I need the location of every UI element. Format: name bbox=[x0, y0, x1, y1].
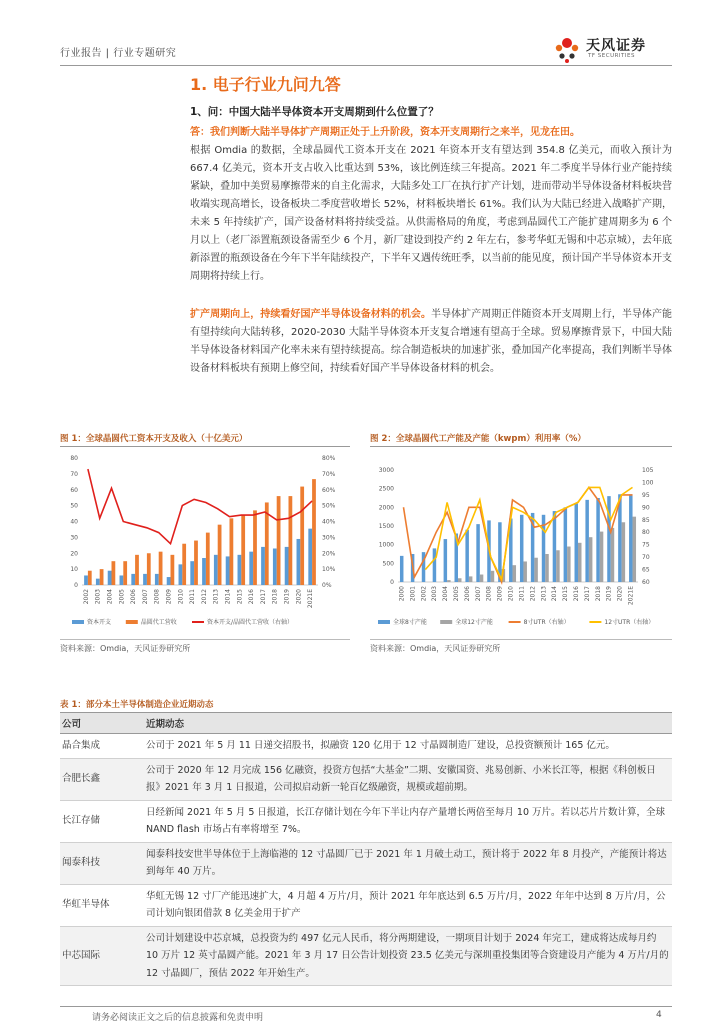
bar-2 bbox=[480, 575, 483, 582]
x-tick-label: 2018 bbox=[594, 586, 602, 602]
bar-2 bbox=[633, 517, 636, 582]
y-tick-left: 2500 bbox=[378, 485, 394, 493]
figure1-svg bbox=[60, 450, 350, 635]
x-tick-label: 2012 bbox=[529, 586, 537, 602]
bar-2 bbox=[100, 569, 104, 585]
answer-lead: 答：我们判断大陆半导体扩产周期正处于上升阶段，资本开支周期行之来半，见龙在田。 bbox=[190, 127, 580, 138]
y-tick-left: 30 bbox=[70, 534, 78, 542]
bar-1 bbox=[214, 555, 218, 585]
bar-1 bbox=[465, 530, 468, 582]
bar-2 bbox=[289, 496, 293, 585]
bar-2 bbox=[534, 558, 537, 582]
y-tick-right: 75 bbox=[642, 541, 650, 549]
legend-swatch bbox=[72, 620, 84, 624]
x-tick-label: 2017 bbox=[259, 589, 267, 605]
table-row bbox=[60, 926, 672, 986]
x-tick-label: 2021E bbox=[307, 589, 315, 609]
bar-2 bbox=[469, 576, 472, 582]
company-news: 公司于 2020 年 12 月完成 156 亿融资，投资方包括“大基金”二期、安徽国资、兆易创新、小米长江等，根据《科创板日报》2021 年 3 月 1 日报道，公司拟启动新一轮百亿级融资，规模或超前期。 bbox=[144, 758, 672, 800]
x-tick-label: 2020 bbox=[295, 589, 303, 605]
bar-1 bbox=[143, 574, 147, 585]
company-name: 中芯国际 bbox=[60, 926, 144, 986]
bar-2 bbox=[578, 543, 581, 582]
x-tick-label: 2009 bbox=[165, 589, 173, 605]
table-row bbox=[60, 800, 672, 842]
y-tick-right: 95 bbox=[642, 491, 650, 499]
bar-2 bbox=[206, 533, 210, 585]
logo-text: 天风证券 bbox=[586, 38, 646, 54]
company-news-table bbox=[60, 712, 672, 986]
legend-label: 12寸UTR（右轴） bbox=[604, 619, 655, 626]
bar-2 bbox=[123, 561, 127, 585]
bar-2 bbox=[545, 554, 548, 582]
table-row bbox=[60, 758, 672, 800]
figure2-title: 图 2：全球晶圆代工产能及产能（kwpm）利用率（%） bbox=[370, 434, 586, 444]
company-name: 晶合集成 bbox=[60, 734, 144, 759]
expansion-lead: 扩产周期向上，持续看好国产半导体设备材料的机会。 bbox=[190, 309, 432, 320]
bar-1 bbox=[400, 556, 403, 582]
company-name: 华虹半导体 bbox=[60, 884, 144, 926]
x-tick-label: 2019 bbox=[283, 589, 291, 605]
tf-logo-icon bbox=[552, 34, 582, 64]
x-tick-label: 2002 bbox=[420, 586, 428, 602]
y-tick-left: 500 bbox=[382, 560, 394, 568]
company-news: 华虹无锡 12 寸厂产能迅速扩大，4 月超 4 万片/月，预计 2021 年年底达到 6.5 万片/月，2022 年年中达到 8 万片/月，公司计划向银团借款 8 亿美金用于扩产 bbox=[144, 884, 672, 926]
figure2-bottom-rule bbox=[370, 639, 672, 640]
company-name: 闻泰科技 bbox=[60, 842, 144, 884]
legend-label: 全球12寸产能 bbox=[455, 619, 493, 626]
bar-1 bbox=[84, 575, 88, 585]
legend-label: 晶圆代工营收 bbox=[140, 619, 177, 626]
bar-2 bbox=[230, 518, 234, 585]
bar-2 bbox=[135, 555, 139, 585]
x-tick-label: 2010 bbox=[507, 586, 515, 602]
y-tick-right: 70% bbox=[322, 470, 336, 478]
x-tick-label: 2015 bbox=[562, 586, 570, 602]
expansion-paragraph bbox=[190, 306, 672, 378]
bar-1 bbox=[585, 500, 588, 582]
bar-1 bbox=[120, 575, 124, 585]
section-title: 1. 电子行业九问九答 bbox=[190, 75, 341, 94]
header-company: 公司 bbox=[60, 713, 144, 734]
footer-disclaimer: 请务必阅读正文之后的信息披露和免责申明 bbox=[92, 1013, 264, 1023]
x-tick-label: 2003 bbox=[94, 589, 102, 605]
x-tick-label: 2016 bbox=[573, 586, 580, 602]
y-tick-left: 2000 bbox=[378, 504, 394, 512]
legend-label: 8寸UTR（右轴） bbox=[523, 619, 570, 626]
y-tick-left: 50 bbox=[70, 502, 78, 510]
x-tick-label: 2007 bbox=[141, 589, 149, 605]
x-tick-label: 2016 bbox=[248, 589, 256, 605]
bar-1 bbox=[629, 494, 632, 582]
company-news: 日经新闻 2021 年 5 月 5 日报道，长江存储计划在今年下半让内存产量增长两倍至每月 10 万片。若以芯片片数计算，全球 NAND flash 市场占有率将增至 7%。 bbox=[144, 800, 672, 842]
bar-1 bbox=[179, 564, 183, 585]
figure1-bottom-rule bbox=[60, 639, 350, 640]
bar-2 bbox=[611, 528, 614, 582]
answer-paragraph bbox=[190, 124, 672, 286]
bar-1 bbox=[155, 574, 159, 585]
bar-2 bbox=[88, 571, 92, 585]
x-tick-label: 2005 bbox=[118, 589, 126, 605]
bar-1 bbox=[297, 539, 301, 585]
y-tick-right: 80 bbox=[642, 529, 650, 537]
legend-swatch bbox=[126, 620, 138, 624]
bar-2 bbox=[218, 525, 222, 585]
table-title: 表 1：部分本土半导体制造企业近期动态 bbox=[60, 700, 214, 710]
figure2-source: 资料来源：Omdia，天风证券研究所 bbox=[370, 644, 501, 653]
x-tick-label: 2011 bbox=[518, 586, 526, 602]
bar-1 bbox=[596, 498, 599, 582]
x-tick-label: 2021E bbox=[627, 586, 635, 606]
company-name: 合肥长鑫 bbox=[60, 758, 144, 800]
figure1-chart bbox=[60, 450, 350, 635]
x-tick-label: 2009 bbox=[496, 586, 504, 602]
y-tick-right: 0% bbox=[322, 582, 332, 589]
figure1-source: 资料来源：Omdia，天风证券研究所 bbox=[60, 644, 191, 653]
answer-body: 根据 Omdia 的数据，全球晶圆代工资本开支在 2021 年资本开支有望达到 354.8 亿美元，而收入预计为 667.4 亿美元，资本开支占收入比重达到 53%，该比例连续三年提高。2021 年二季度半导体行业产能持续紧缺，叠加中美贸易摩擦带来的自主化需求，大陆多处工厂在执行扩产计划，进而带动半导体设备材料板块营收端实现高增长，设备板块二季度营收增长 52%，材料板块增长 61%。我们认为大陆已经进入战略扩产期，未来 5 年持续扩产，国产设备材料将持续受益。从供需格局的角度，考虑到晶圆代工产能扩建周期多为 6 个月以上（老厂添置瓶颈设备需至少 6 个月，新厂建设到投产约 2 年左右，参考华虹无锡和中芯京城），去年底新添置的瓶颈设备在今年下半年陆续投产，下半年又遇传统旺季，以当前的能见度，预计国产半导体资本开支周期将持续上行。 bbox=[190, 145, 672, 282]
bar-2 bbox=[159, 552, 163, 585]
y-tick-right: 65 bbox=[642, 566, 650, 574]
x-tick-label: 2014 bbox=[551, 586, 559, 602]
y-tick-right: 10% bbox=[322, 566, 336, 574]
bar-2 bbox=[171, 555, 175, 585]
bar-1 bbox=[553, 511, 556, 582]
bar-1 bbox=[190, 561, 194, 585]
page-header bbox=[60, 34, 672, 74]
x-tick-label: 2008 bbox=[153, 589, 161, 605]
report-type-label: 行业报告 | 行业专题研究 bbox=[60, 48, 177, 59]
y-tick-right: 50% bbox=[322, 502, 336, 510]
bar-1 bbox=[575, 504, 578, 582]
legend-swatch bbox=[440, 620, 452, 624]
bar-1 bbox=[261, 547, 265, 585]
x-tick-label: 2017 bbox=[583, 586, 591, 602]
y-tick-left: 10 bbox=[70, 566, 78, 574]
company-news: 公司计划建设中芯京城，总投资为约 497 亿元人民币，将分两期建设，一期项目计划于 2024 年完工，建成将达成每月约 10 万片 12 英寸晶圆产能。2021 年 3 月 17 日公告计划投资 23.5 亿美元与深圳重投集团等合资建设月产能为 4 万片/月的 12 寸晶圆厂，预估 2022 年开始生产。 bbox=[144, 926, 672, 986]
bar-1 bbox=[167, 577, 171, 585]
header-divider bbox=[60, 65, 672, 66]
x-tick-label: 2020 bbox=[616, 586, 624, 602]
bar-2 bbox=[312, 479, 316, 585]
y-tick-right: 90 bbox=[642, 504, 650, 512]
x-tick-label: 2011 bbox=[189, 589, 197, 605]
y-tick-left: 3000 bbox=[378, 467, 394, 474]
bar-2 bbox=[241, 515, 245, 585]
bar-2 bbox=[523, 561, 526, 582]
x-tick-label: 2004 bbox=[106, 589, 114, 605]
expansion-body: 半导体扩产周期正伴随资本开支周期上行，半导体产能有望持续向大陆转移，2020-2030 大陆半导体资本开支复合增速有望高于全球。贸易摩擦背景下，中国大陆半导体设备材料国产化率未来有望持续提高。综合制造板块的加速扩张，叠加国产化率提高，我们判断半导体设备材料板块有预期上修空间，持续看好国产半导体设备材料的机会。 bbox=[190, 309, 673, 374]
bar-2 bbox=[447, 580, 450, 582]
x-tick-label: 2006 bbox=[130, 589, 138, 605]
x-tick-label: 2003 bbox=[431, 586, 439, 602]
y-tick-left: 20 bbox=[70, 550, 78, 558]
bar-1 bbox=[238, 555, 242, 585]
question-heading: 1、问：中国大陆半导体资本开支周期到什么位置了？ bbox=[190, 106, 439, 118]
bar-1 bbox=[131, 574, 135, 585]
bar-2 bbox=[194, 541, 198, 585]
bar-1 bbox=[564, 507, 567, 582]
y-tick-left: 40 bbox=[70, 518, 78, 526]
x-tick-label: 2018 bbox=[271, 589, 279, 605]
bar-1 bbox=[202, 558, 206, 585]
logo-subtext: TF SECURITIES bbox=[588, 53, 635, 59]
y-tick-left: 0 bbox=[390, 579, 394, 586]
y-tick-right: 105 bbox=[642, 467, 654, 474]
header-news: 近期动态 bbox=[144, 713, 672, 734]
bar-1 bbox=[308, 529, 312, 585]
bar-1 bbox=[285, 547, 289, 585]
bar-2 bbox=[513, 565, 516, 582]
y-tick-right: 20% bbox=[322, 550, 336, 558]
page-number: 4 bbox=[656, 1010, 662, 1020]
bar-2 bbox=[112, 561, 116, 585]
y-tick-right: 30% bbox=[322, 534, 336, 542]
bar-1 bbox=[520, 515, 523, 582]
x-tick-label: 2004 bbox=[442, 586, 450, 602]
bar-2 bbox=[182, 544, 186, 585]
table-row bbox=[60, 884, 672, 926]
x-tick-label: 2007 bbox=[474, 586, 482, 602]
bar-2 bbox=[589, 537, 592, 582]
x-tick-label: 2010 bbox=[177, 589, 185, 605]
table-row bbox=[60, 734, 672, 759]
x-tick-label: 2013 bbox=[212, 589, 220, 605]
y-tick-right: 80% bbox=[322, 455, 336, 462]
legend-swatch bbox=[378, 620, 390, 624]
figure2-svg bbox=[370, 450, 672, 635]
bar-2 bbox=[622, 522, 625, 582]
x-tick-label: 2005 bbox=[453, 586, 460, 602]
table-row bbox=[60, 842, 672, 884]
x-tick-label: 2014 bbox=[224, 589, 232, 605]
bar-1 bbox=[444, 539, 447, 582]
bar-2 bbox=[567, 547, 570, 582]
x-tick-label: 2006 bbox=[463, 586, 471, 602]
y-tick-left: 1000 bbox=[378, 541, 394, 549]
y-tick-left: 0 bbox=[74, 582, 78, 589]
y-tick-right: 40% bbox=[322, 518, 336, 526]
figure2-chart bbox=[370, 450, 672, 635]
y-tick-left: 60 bbox=[70, 486, 78, 494]
bar-2 bbox=[458, 578, 461, 582]
x-tick-label: 2008 bbox=[485, 586, 493, 602]
bar-1 bbox=[476, 524, 479, 582]
bar-1 bbox=[433, 548, 436, 582]
y-tick-right: 100 bbox=[642, 479, 654, 487]
y-tick-left: 1500 bbox=[378, 523, 394, 530]
bar-2 bbox=[491, 571, 494, 582]
legend-label: 资本开支/晶圆代工营收（右轴） bbox=[207, 619, 294, 626]
bar-2 bbox=[277, 496, 281, 585]
company-name: 长江存储 bbox=[60, 800, 144, 842]
bar-1 bbox=[108, 571, 112, 585]
bar-2 bbox=[600, 532, 603, 582]
x-tick-label: 2013 bbox=[540, 586, 548, 602]
company-news: 闻泰科技安世半导体位于上海临港的 12 寸晶圆厂已于 2021 年 1 月破土动工，预计将于 2022 年 8 月投产，产能预计将达到每年 40 万片。 bbox=[144, 842, 672, 884]
footer-divider bbox=[60, 1006, 672, 1007]
bar-1 bbox=[273, 548, 277, 585]
x-tick-label: 2001 bbox=[409, 586, 417, 602]
x-tick-label: 2012 bbox=[200, 589, 208, 605]
y-tick-right: 70 bbox=[642, 554, 650, 562]
legend-label: 全球8寸产能 bbox=[393, 619, 427, 626]
y-tick-right: 60 bbox=[642, 579, 650, 586]
bar-2 bbox=[147, 553, 151, 585]
table-header-row bbox=[60, 713, 672, 734]
bar-2 bbox=[556, 550, 559, 582]
y-tick-left: 80 bbox=[70, 455, 78, 462]
x-tick-label: 2019 bbox=[605, 586, 613, 602]
y-tick-left: 70 bbox=[70, 470, 78, 478]
bar-1 bbox=[96, 579, 100, 585]
y-tick-right: 60% bbox=[322, 486, 336, 494]
x-tick-label: 2000 bbox=[398, 586, 406, 602]
bar-2 bbox=[253, 510, 257, 585]
bar-1 bbox=[249, 552, 253, 585]
x-tick-label: 2015 bbox=[236, 589, 244, 605]
figure2-top-rule bbox=[370, 446, 672, 447]
company-news: 公司于 2021 年 5 月 11 日递交招股书，拟融资 120 亿用于 12 寸晶圆制造厂建设，总投资额预计 165 亿元。 bbox=[144, 734, 672, 759]
figure1-top-rule bbox=[60, 446, 350, 447]
legend-label: 资本开支 bbox=[87, 619, 112, 626]
bar-2 bbox=[300, 487, 304, 585]
bar-1 bbox=[226, 556, 230, 585]
figure1-title: 图 1：全球晶圆代工资本开支及收入（十亿美元） bbox=[60, 434, 248, 444]
y-tick-right: 85 bbox=[642, 516, 650, 524]
x-tick-label: 2002 bbox=[82, 589, 90, 605]
brand-logo bbox=[552, 34, 672, 64]
